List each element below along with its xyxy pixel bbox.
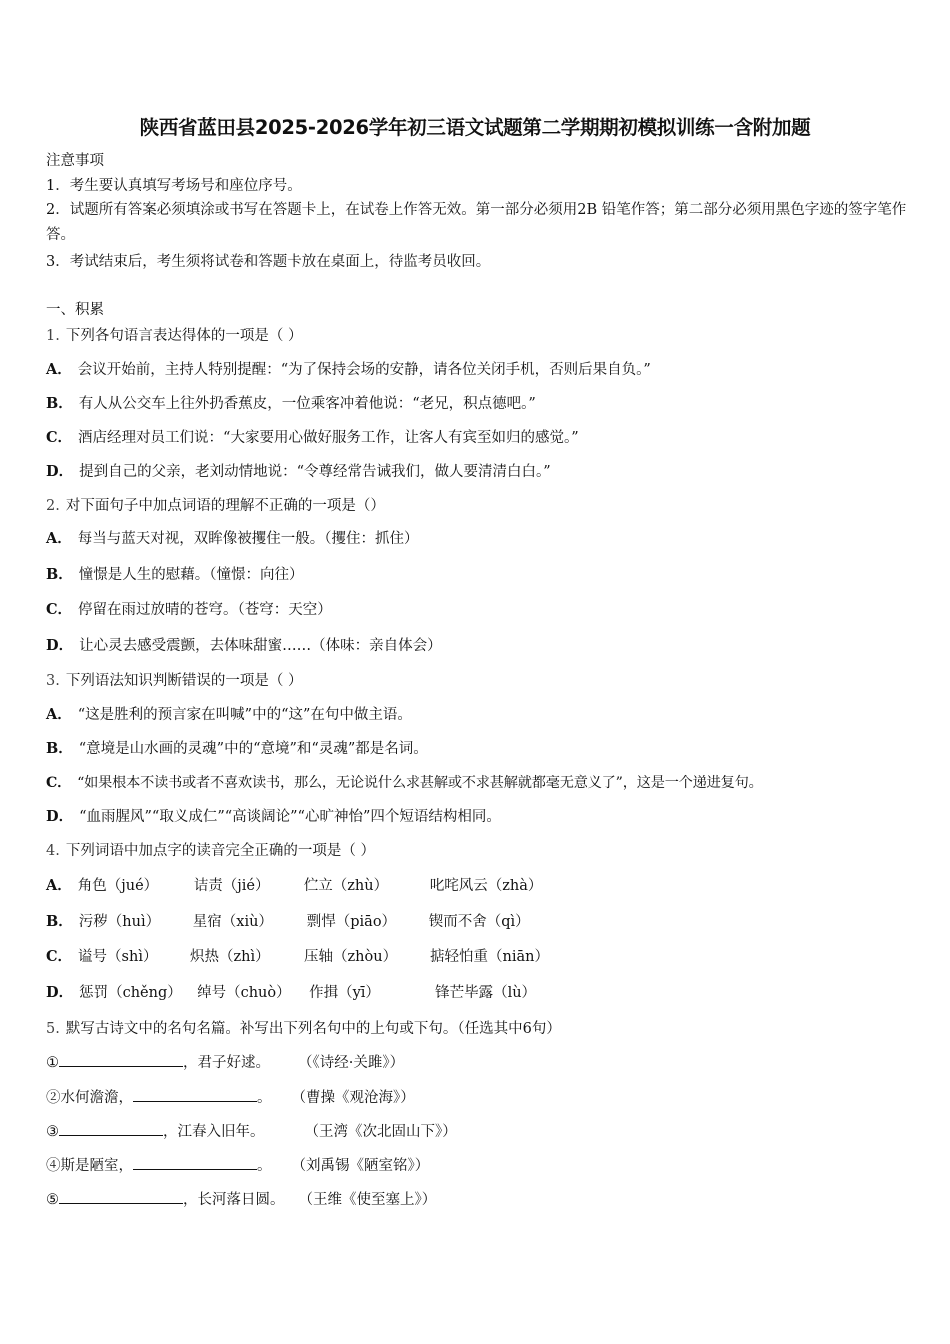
answer-blank[interactable] (59, 1121, 163, 1136)
option-label: A． (46, 706, 72, 723)
answer-blank[interactable] (133, 1087, 257, 1102)
question-text: 下列词语中加点字的读音完全正确的一项是（ ） (65, 843, 375, 859)
page-title: 陕西省蓝田县2025-2026学年初三语文试题第二学期期初模拟训练一含附加题 (139, 116, 811, 139)
option-label: C． (46, 429, 73, 446)
option-c (46, 947, 549, 967)
question-number: 5. (46, 1021, 60, 1037)
item-before: 斯是陋室， (60, 1158, 133, 1174)
option-text: “如果根本不读书或者不喜欢读书，那么，无论说什么求甚解或不求甚解就都毫无意义了”，这是一个递进复句。 (77, 775, 763, 791)
question-stem (46, 1019, 561, 1039)
option-label: C． (46, 948, 73, 965)
notice-item: 2．试题所有答案必须填涂或书写在答题卡上，在试卷上作答无效。第一部分必须用2B 铅笔作答；第二部分必须用黑色字迹的签字笔作答。 (46, 202, 907, 243)
option-text: “血雨腥风”“取义成仁”“高谈阔论”“心旷神怡”四个短语结构相同。 (79, 809, 501, 825)
word-item: 掂轻怕重（niān） (430, 949, 550, 965)
option-label: D． (46, 463, 74, 480)
question-text: 对下面句子中加点词语的理解不正确的一项是（） (65, 498, 385, 514)
item-mark: ④ (46, 1158, 61, 1174)
word-item: 炽热（zhì） (190, 949, 270, 965)
item-after: 。 (257, 1090, 272, 1106)
dictation-item (46, 1052, 404, 1073)
notice-item: 1．考生要认真填写考场号和座位序号。 (46, 178, 302, 194)
option-label: D． (46, 637, 74, 654)
item-after: ，江春入旧年。 (163, 1124, 265, 1140)
item-before: 水何澹澹， (60, 1090, 133, 1106)
word-item: 锲而不舍（qì） (428, 914, 530, 930)
option-label: C． (46, 601, 73, 618)
word-item: 角色（jué） (77, 878, 159, 894)
answer-blank[interactable] (59, 1189, 183, 1204)
option-a (46, 876, 542, 896)
option-label: B． (46, 566, 73, 583)
option-c (46, 428, 579, 448)
option-text: 憧憬是人生的慰藉。（憧憬：向往） (78, 567, 304, 583)
option-d (46, 983, 536, 1003)
word-item: 剽悍（piāo） (306, 914, 397, 930)
item-source: （曹操《观沧海》） (291, 1090, 415, 1106)
item-after: 。 (257, 1158, 272, 1174)
word-item: 伫立（zhù） (303, 878, 389, 894)
option-label: B． (46, 395, 73, 412)
question-text: 下列各句语言表达得体的一项是（ ） (65, 328, 303, 344)
word-item: 星宿（xiù） (192, 914, 273, 930)
option-b (46, 565, 304, 585)
option-b (46, 394, 536, 414)
question-text: 默写古诗文中的名句名篇。补写出下列名句中的上句或下句。（任选其中6句） (65, 1021, 561, 1037)
notice-item: 3．考试结束后，考生须将试卷和答题卡放在桌面上，待监考员收回。 (46, 254, 491, 270)
word-item: 诘责（jié） (193, 878, 270, 894)
option-text: “这是胜利的预言家在叫喊”中的“这”在句中做主语。 (77, 707, 412, 723)
item-mark: ⑤ (46, 1192, 59, 1208)
dictation-item (46, 1121, 457, 1142)
item-mark: ① (46, 1055, 59, 1071)
notice-heading: 注意事项 (46, 153, 104, 169)
dictation-item (46, 1087, 415, 1108)
option-c (46, 600, 332, 620)
option-a (46, 529, 419, 549)
option-c (46, 773, 763, 793)
item-after: ，长河落日圆。 (183, 1192, 285, 1208)
word-item: 压轴（zhòu） (304, 949, 398, 965)
option-text: 每当与蓝天对视，双眸像被攫住一般。（攫住：抓住） (77, 531, 419, 547)
answer-blank[interactable] (59, 1052, 183, 1067)
question-stem (46, 841, 375, 861)
option-label: A． (46, 877, 72, 894)
option-text: 有人从公交车上往外扔香蕉皮，一位乘客冲着他说：“老兄，积点德吧。” (78, 396, 536, 412)
option-text: 提到自己的父亲，老刘动情地说：“令尊经常告诫我们，做人要清清白白。” (79, 464, 551, 480)
option-d (46, 462, 551, 482)
word-item: 叱咤风云（zhà） (429, 878, 543, 894)
option-label: A． (46, 530, 72, 547)
question-text: 下列语法知识判断错误的一项是（ ） (65, 673, 303, 689)
question-stem (46, 326, 302, 346)
item-source: （刘禹锡《陋室铭》） (291, 1158, 430, 1174)
word-item: 惩罚（chěng） (79, 985, 182, 1001)
answer-blank[interactable] (133, 1155, 257, 1170)
dictation-item (46, 1189, 436, 1210)
word-item: 作揖（yī） (309, 985, 380, 1001)
item-source: （《诗经·关雎》） (298, 1055, 405, 1071)
option-text: 停留在雨过放晴的苍穹。（苍穹：天空） (78, 602, 332, 618)
option-label: D． (46, 984, 74, 1001)
item-source: （王湾《次北固山下》） (304, 1124, 457, 1140)
question-number: 1. (46, 328, 60, 344)
option-b (46, 739, 428, 759)
option-text: 酒店经理对员工们说：“大家要用心做好服务工作，让客人有宾至如归的感觉。” (78, 430, 579, 446)
question-stem (46, 496, 385, 516)
question-number: 2. (46, 498, 60, 514)
dictation-item (46, 1155, 429, 1176)
option-d (46, 636, 442, 656)
word-item: 污秽（huì） (78, 914, 161, 930)
question-number: 4. (46, 843, 60, 859)
option-d (46, 807, 501, 827)
option-label: B． (46, 740, 73, 757)
item-after: ，君子好逑。 (183, 1055, 270, 1071)
word-item: 谥号（shì） (78, 949, 158, 965)
option-label: C． (46, 775, 72, 791)
item-source: （王维《使至塞上》） (298, 1192, 437, 1208)
option-text: 让心灵去感受震颤，去体味甜蜜……（体味：亲自体会） (79, 638, 442, 654)
option-label: A． (46, 361, 72, 378)
item-mark: ③ (46, 1124, 59, 1140)
option-text: “意境是山水画的灵魂”中的“意境”和“灵魂”都是名词。 (78, 741, 428, 757)
option-b (46, 912, 530, 932)
question-stem (46, 671, 302, 691)
option-a (46, 705, 412, 725)
option-text: 会议开始前，主持人特别提醒：“为了保持会场的安静，请各位关闭手机，否则后果自负。” (77, 362, 651, 378)
item-mark: ② (46, 1090, 61, 1106)
option-label: D． (46, 808, 74, 825)
word-item: 绰号（chuò） (197, 985, 291, 1001)
option-a (46, 360, 651, 380)
option-label: B． (46, 913, 73, 930)
word-item: 锋芒毕露（lù） (435, 985, 537, 1001)
question-number: 3. (46, 673, 60, 689)
section-heading: 一、积累 (46, 302, 104, 318)
